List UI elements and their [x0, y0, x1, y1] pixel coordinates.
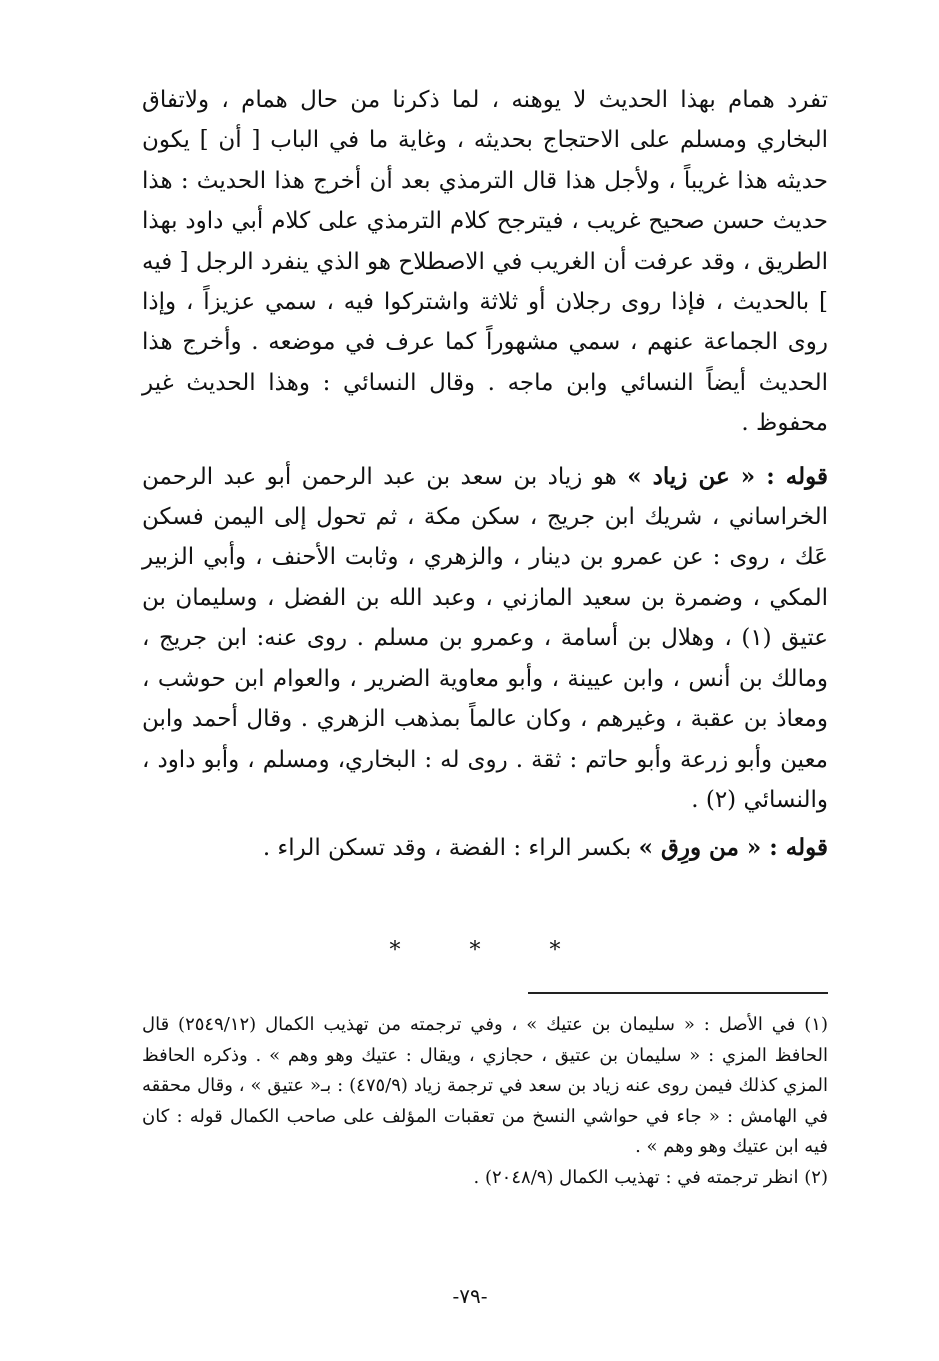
footnotes — [142, 1010, 828, 1193]
footnote-2: (٢) انظر ترجمته في : تهذيب الكمال (٢٠٤٨/٩) . — [473, 1166, 828, 1188]
paragraph-2 — [142, 457, 828, 821]
page-number: -٧٩- — [452, 1284, 488, 1308]
paragraph-2-lead: قوله : « عن زياد » — [627, 462, 829, 490]
section-separator — [380, 936, 570, 966]
separator-star-2: * — [469, 938, 481, 963]
separator-star-1: * — [389, 938, 401, 963]
separator-star-3: * — [549, 938, 561, 963]
paragraph-3-lead: قوله : « من ورِق » — [638, 834, 828, 862]
paragraph-3 — [142, 828, 828, 868]
paragraph-3-text: بكسر الراء : الفضة ، وقد تسكن الراء . — [262, 835, 639, 862]
footnote-1: (١) في الأصل : « سليمان بن عتيك » ، وفي ترجمته من تهذيب الكمال (٢٥٤٩/١٢) قال الحافظ المزي : « سليمان بن عتيق ، حجازي ، ويقال : عتيك وهو وهم » . وذكره الحافظ المزي كذلك فيمن روى عنه زياد بن سعد في ترجمة زياد (٤٧٥/٩) : بـ« عتيق » ، وقال محققه في الهامش : « جاء في حواشي النسخ من تعقبات المؤلف على صاحب الكمال قوله : كان فيه ابن عتيك وهو وهم » . — [142, 1014, 828, 1157]
footnote-divider — [528, 992, 828, 994]
paragraph-1: تفرد همام بهذا الحديث لا يوهنه ، لما ذكرنا من حال همام ، ولاتفاق البخاري ومسلم على الاحتجاج بحديثه ، وغاية ما في الباب [ أن ] يكون حديثه هذا غريباً ، ولأجل هذا قال الترمذي بعد أن أخرج هذا الحديث : هذا حديث حسن صحيح غريب ، فيترجح كلام الترمذي على كلام أبي داود بهذا الطريق ، وقد عرفت أن الغريب في الاصطلاح هو الذي ينفرد الرجل [ فيه ] بالحديث ، فإذا روى رجلان أو ثلاثة واشتركوا فيه ، سمي عزيزاً ، وإذا روى الجماعة عنهم ، سمي مشهوراً كما عرف في موضعه . وأخرج هذا الحديث أيضاً النسائي وابن ماجه . وقال النسائي : وهذا الحديث غير محفوظ . — [142, 87, 828, 437]
paragraph-2-text: هو زياد بن سعد بن عبد الرحمن أبو عبد الرحمن الخراساني ، شريك ابن جريج ، سكن مكة ، ثم تحول إلى اليمن فسكن عَك ، روى : عن عمرو بن دينار ، والزهري ، وثابت الأحنف ، وأبي الزبير المكي ، وضمرة بن سعيد المازني ، وعبد الله بن الفضل ، وسليمان بن عتيق (١) ، وهلال بن أسامة ، وعمرو بن مسلم . روى عنه: ابن جريج ، ومالك بن أنس ، وابن عيينة ، وأبو معاوية الضرير ، والعوام ابن حوشب ، ومعاذ بن عقبة ، وغيرهم ، وكان عالماً بمذهب الزهري . وقال أحمد وابن معين وأبو زرعة وأبو حاتم : ثقة . روى له : البخاري، ومسلم ، وأبو داود ، والنسائي (٢) . — [142, 463, 828, 813]
main-text — [142, 80, 828, 869]
